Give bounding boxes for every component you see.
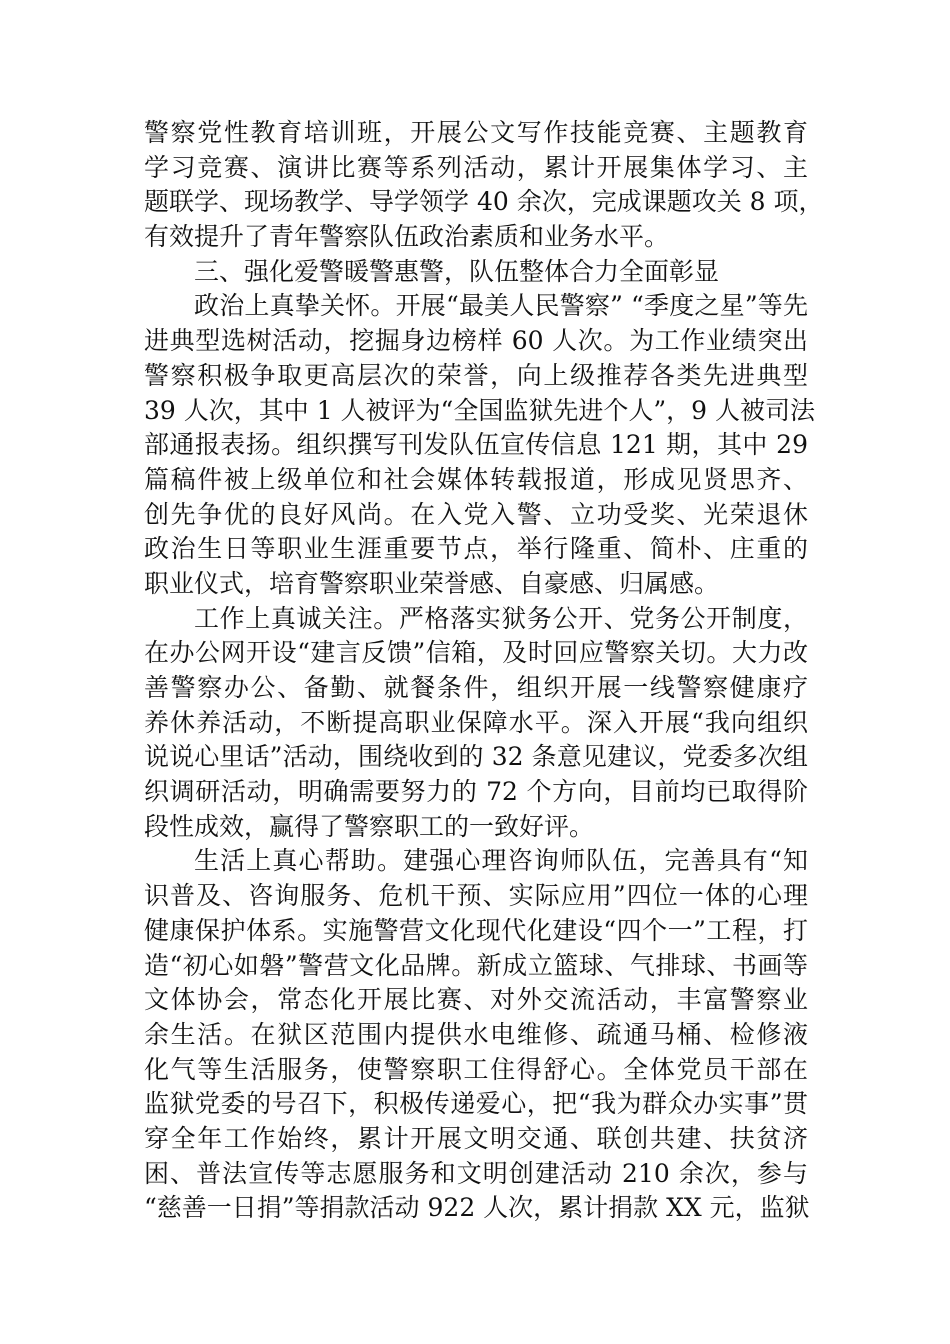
text-line: 化气等生活服务，使警察职工住得舒心。全体党员干部在 bbox=[144, 1054, 808, 1084]
body-text bbox=[144, 116, 824, 1226]
text-line: 有效提升了青年警察队伍政治素质和业务水平。 bbox=[144, 222, 670, 252]
text-line: 政治生日等职业生涯重要节点，举行隆重、简朴、庄重的 bbox=[144, 534, 808, 564]
text-line: 部通报表扬。组织撰写刊发队伍宣传信息 121 期，其中 29 bbox=[144, 430, 808, 460]
text-line: 养休养活动，不断提高职业保障水平。深入开展“我向组织 bbox=[144, 707, 808, 737]
paragraph-first-line: 生活上真心帮助。建强心理咨询师队伍，完善具有“知 bbox=[194, 846, 808, 876]
text-line: 创先争优的良好风尚。在入党入警、立功受奖、光荣退休 bbox=[144, 499, 808, 529]
text-line: 警察党性教育培训班，开展公文写作技能竞赛、主题教育 bbox=[144, 118, 808, 147]
text-line: 织调研活动，明确需要努力的 72 个方向，目前均已取得阶 bbox=[144, 777, 808, 807]
text-line: 警察积极争取更高层次的荣誉，向上级推荐各类先进典型 bbox=[144, 360, 808, 390]
text-line: 善警察办公、备勤、就餐条件，组织开展一线警察健康疗 bbox=[144, 673, 808, 702]
text-line: 穿全年工作始终，累计开展文明交通、联创共建、扶贫济 bbox=[144, 1123, 808, 1153]
text-line: 监狱党委的号召下，积极传递爱心，把“我为群众办实事”贯 bbox=[144, 1089, 808, 1119]
text-line: 识普及、咨询服务、危机干预、实际应用”四位一体的心理 bbox=[144, 881, 808, 911]
text-line: 段性成效，赢得了警察职工的一致好评。 bbox=[144, 811, 595, 841]
paragraph-first-line: 工作上真诚关注。严格落实狱务公开、党务公开制度， bbox=[194, 603, 808, 633]
text-line: 文体协会，常态化开展比赛、对外交流活动，丰富警察业 bbox=[144, 985, 808, 1015]
text-line: 说说心里话”活动，围绕收到的 32 条意见建议，党委多次组 bbox=[144, 742, 808, 772]
text-line: 余生活。在狱区范围内提供水电维修、疏通马桶、检修液 bbox=[144, 1019, 808, 1049]
section-heading: 三、强化爱警暖警惠警，队伍整体合力全面彰显 bbox=[194, 256, 720, 286]
text-line: 进典型选树活动，挖掘身边榜样 60 人次。为工作业绩突出 bbox=[144, 326, 808, 356]
text-line: 题联学、现场教学、导学领学 40 余次，完成课题攻关 8 项， bbox=[144, 187, 824, 217]
text-line: 39 人次，其中 1 人被评为“全国监狱先进个人”，9 人被司法 bbox=[144, 395, 815, 425]
text-line: 在办公网开设“建言反馈”信箱，及时回应警察关切。大力改 bbox=[144, 638, 808, 668]
text-line: 困、普法宣传等志愿服务和文明创建活动 210 余次，参与 bbox=[144, 1158, 808, 1188]
text-line: “慈善一日捐”等捐款活动 922 人次，累计捐款 XX 元，监狱 bbox=[144, 1193, 810, 1223]
text-line: 职业仪式，培育警察职业荣誉感、自豪感、归属感。 bbox=[144, 568, 720, 598]
text-line: 健康保护体系。实施警营文化现代化建设“四个一”工程，打 bbox=[144, 915, 808, 945]
text-line: 造“初心如磐”警营文化品牌。新成立篮球、气排球、书画等 bbox=[144, 950, 808, 980]
paragraph-first-line: 政治上真挚关怀。开展“最美人民警察” “季度之星”等先 bbox=[194, 291, 808, 321]
text-line: 学习竞赛、演讲比赛等系列活动，累计开展集体学习、主 bbox=[144, 152, 808, 182]
text-line: 篇稿件被上级单位和社会媒体转载报道，形成见贤思齐、 bbox=[144, 464, 808, 494]
